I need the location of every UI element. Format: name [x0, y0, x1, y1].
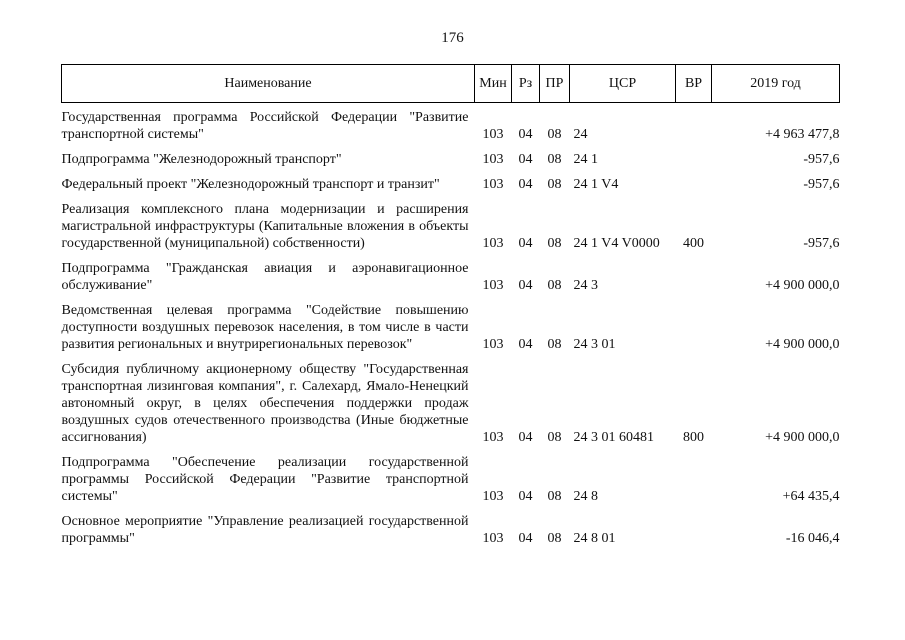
row-rz: 04: [518, 430, 533, 445]
row-pr: 08: [547, 177, 562, 192]
row-pr: 08: [547, 531, 562, 546]
row-vr: 800: [683, 430, 704, 445]
row-value: -957,6: [803, 152, 840, 167]
row-value: +4 900 000,0: [765, 430, 840, 445]
row-value: -16 046,4: [785, 531, 840, 546]
table-row: [62, 168, 840, 193]
row-pr: 08: [547, 430, 562, 445]
row-min: 103: [482, 278, 504, 293]
header-vr: ВР: [676, 65, 712, 103]
table-header-row: [62, 65, 840, 103]
row-csr: 24 1: [573, 152, 598, 167]
row-vr: [676, 103, 712, 144]
row-vr: 400: [683, 236, 704, 251]
row-rz: 04: [518, 177, 533, 192]
row-rz: 04: [518, 152, 533, 167]
row-min: 103: [482, 236, 504, 251]
table-row: [62, 294, 840, 353]
row-pr: 08: [547, 127, 562, 142]
row-min: 103: [482, 531, 504, 546]
row-min: 103: [482, 337, 504, 352]
table-row: [62, 103, 840, 144]
row-pr: 08: [547, 337, 562, 352]
row-value: +4 900 000,0: [765, 278, 840, 293]
row-rz: 04: [518, 531, 533, 546]
row-value: -957,6: [803, 236, 840, 251]
row-min: 103: [482, 152, 504, 167]
row-value: +4 963 477,8: [765, 127, 840, 142]
table-row: [62, 143, 840, 168]
row-rz: 04: [518, 489, 533, 504]
table-row: [62, 505, 840, 547]
row-min: 103: [482, 489, 504, 504]
header-year: 2019 год: [712, 65, 840, 103]
table-row: [62, 446, 840, 505]
row-csr: 24: [573, 127, 588, 142]
row-name: Ведомственная целевая программа "Содействие повышению доступности воздушных перевозок населения, в том числе в части развития региональных и внутрирегиональных перевозок": [61, 303, 469, 352]
row-pr: 08: [547, 278, 562, 293]
row-csr: 24 1 V4: [573, 177, 619, 192]
row-vr: [676, 168, 712, 193]
row-name: Государственная программа Российской Федерации "Развитие транспортной системы": [61, 110, 469, 142]
row-name: Подпрограмма "Обеспечение реализации государственной программы Российской Федерации "Развитие транспортной системы": [61, 455, 469, 504]
row-pr: 08: [547, 152, 562, 167]
row-vr: [676, 143, 712, 168]
row-pr: 08: [547, 236, 562, 251]
row-value: +4 900 000,0: [765, 337, 840, 352]
table-row: [62, 353, 840, 446]
budget-table: [61, 64, 840, 547]
row-csr: 24 3: [573, 278, 598, 293]
table-row: [62, 252, 840, 294]
row-value: -957,6: [803, 177, 840, 192]
row-rz: 04: [518, 236, 533, 251]
header-rz: Рз: [512, 65, 540, 103]
row-csr: 24 8: [573, 489, 598, 504]
row-name: Субсидия публичному акционерному обществу "Государственная транспортная лизинговая компания", г. Салехард, Ямало-Ненецкий автономный округ, в целях обеспечения поддержки продаж воздушных судов отечественного производства (Иные бюджетные ассигнования): [61, 362, 469, 445]
row-name: Подпрограмма "Железнодорожный транспорт": [61, 152, 342, 167]
header-min: Мин: [475, 65, 512, 103]
row-rz: 04: [518, 127, 533, 142]
row-csr: 24 3 01 60481: [573, 430, 654, 445]
row-vr: [676, 446, 712, 505]
row-min: 103: [482, 430, 504, 445]
row-csr: 24 1 V4 V0000: [573, 236, 660, 251]
header-csr: ЦСР: [570, 65, 676, 103]
row-name: Реализация комплексного плана модернизации и расширения магистральной инфраструктуры (Капитальные вложения в объекты государственной (муниципальной) собственности): [61, 202, 469, 251]
row-vr: [676, 505, 712, 547]
row-name: Федеральный проект "Железнодорожный транспорт и транзит": [61, 177, 440, 192]
row-rz: 04: [518, 278, 533, 293]
header-name: Наименование: [62, 65, 475, 103]
row-rz: 04: [518, 337, 533, 352]
row-csr: 24 3 01: [573, 337, 616, 352]
row-min: 103: [482, 127, 504, 142]
row-name: Подпрограмма "Гражданская авиация и аэронавигационное обслуживание": [61, 261, 469, 293]
row-pr: 08: [547, 489, 562, 504]
row-value: +64 435,4: [782, 489, 840, 504]
row-name: Основное мероприятие "Управление реализацией государственной программы": [61, 514, 469, 546]
row-vr: [676, 294, 712, 353]
table-row: [62, 193, 840, 252]
row-vr: [676, 252, 712, 294]
page-number: 176: [441, 30, 464, 46]
row-csr: 24 8 01: [573, 531, 616, 546]
row-min: 103: [482, 177, 504, 192]
header-pr: ПР: [540, 65, 570, 103]
